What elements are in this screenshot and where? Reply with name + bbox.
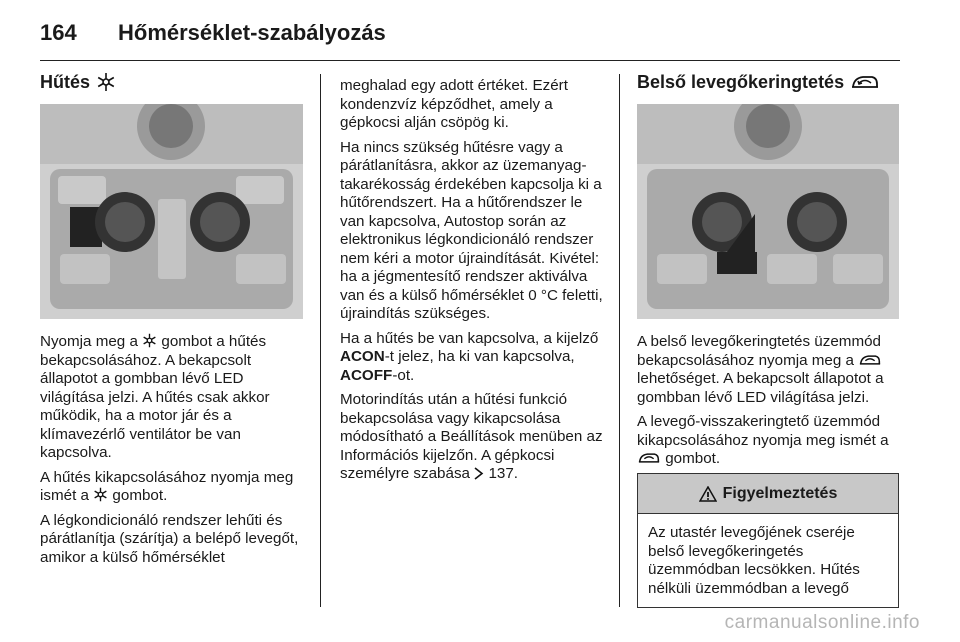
snowflake-icon [93, 487, 108, 502]
watermark: carmanualsonline.info [724, 612, 920, 633]
recirculation-icon [637, 451, 661, 465]
recirculation-icon [850, 73, 880, 91]
page-number: 164 [40, 20, 77, 45]
column-divider-2 [619, 74, 620, 607]
section-heading-recirculation: Belső levegőkeringtetés [637, 70, 902, 94]
page-title: Hőmérséklet-szabályozás [118, 20, 386, 45]
warning-title: Figyelmeztetés [722, 484, 838, 502]
paragraph-recirc-off: A levegő-visszakeringtető üzemmód kikapcsolásához nyomja meg ismét a gombot. [637, 413, 889, 467]
column-divider-1 [320, 74, 321, 607]
warning-box [637, 473, 899, 608]
page-ref-arrow-icon [474, 467, 484, 480]
snowflake-icon [96, 72, 116, 92]
paragraph-condensation: meghalad egy adott értéket. Ezért kondenzvíz képződhet, amely a gépkocsi alján csöpög ki. [340, 77, 568, 131]
warning-triangle-icon [699, 486, 717, 502]
paragraph-settings-menu: Motorindítás után a hűtési funkció bekapcsolása vagy kikapcsolása módosítható a Beállítások menüben az Információs kijelzőn. A gépkocsi személyre szabása 137. [340, 391, 603, 482]
page-reference[interactable]: 137. [488, 465, 519, 482]
header-rule [40, 60, 900, 61]
paragraph-display-status: Ha a hűtés be van kapcsolva, a kijelző ACON-t jelez, ha ki van kapcsolva, ACOFF-ot. [340, 329, 599, 384]
snowflake-icon [142, 333, 157, 348]
paragraph-recirc-on: A belső levegőkeringtetés üzemmód bekapcsolásához nyomja meg a lehetőséget. A bekapcsolt állapotot a gombban lévő LED világítása jelzi. [637, 333, 884, 406]
warning-header [638, 474, 898, 514]
climate-panel-photo-recirc [637, 104, 899, 319]
page-header [40, 18, 386, 48]
paragraph-cooling-off: A hűtés kikapcsolásához nyomja meg ismét a gombot. [40, 468, 294, 504]
section-heading-cooling: Hűtés [40, 70, 305, 94]
recirculation-icon [858, 353, 882, 367]
column-cooling [40, 70, 305, 573]
paragraph-cooling-on: Nyomja meg a gombot a hűtés bekapcsolásához. A bekapcsolt állapotot a gombban lévő LED világítása jelzi. A hűtés csak akkor működik, ha a motor jár és a klímavezérlő ventilátor be van kapcsolva. [40, 333, 270, 461]
warning-text: Az utastér levegőjének cseréje belső levegőkeringetés üzemmódban lecsökken. Hűtés nélküli üzemmódban a levegő [648, 524, 860, 597]
climate-panel-photo-ac [40, 104, 303, 319]
paragraph-ac-dehumidify: A légkondicionáló rendszer lehűti és párátlanítja (szárítja) a belépő levegőt, amikor a külső hőmérséklet [40, 511, 299, 566]
column-recirculation [637, 70, 902, 475]
paragraph-fuel-saving: Ha nincs szükség hűtésre vagy a párátlanításra, akkor az üzemanyag-takarékosság érdekében kapcsolja ki a hűtőrendszert. Ha a hűtőrendszer le van kapcsolva, Autostop során az elektronikus légkondicionáló rendszer nem kéri a motor újraindítását. Kivétel: ha a jégmentesítő rendszer aktiválva van és a külső hőmérséklet 0 °C feletti, újraindítás szükséges. [340, 138, 603, 322]
column-cooling-continued [340, 77, 604, 490]
